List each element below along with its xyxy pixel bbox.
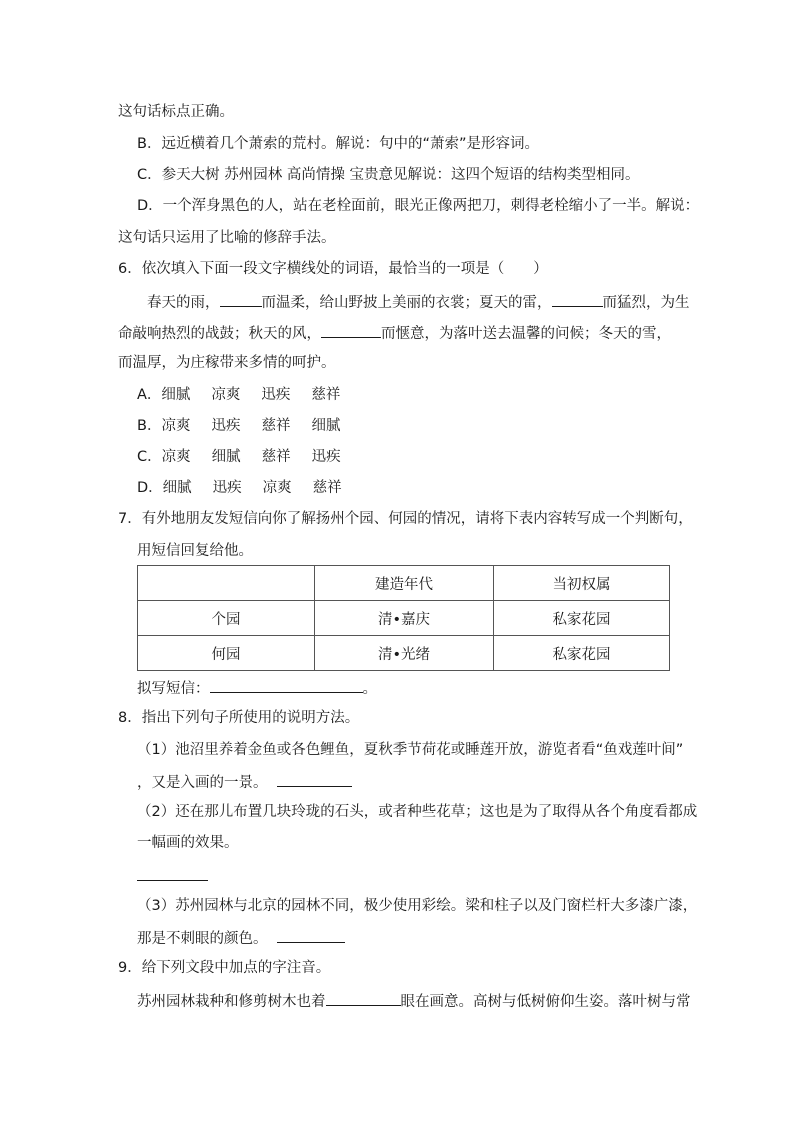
answer-blank[interactable] [277, 771, 352, 787]
question-6-option-b[interactable] [137, 416, 340, 436]
option-d-line: D．一个浑身黑色的人，站在老栓面前，眼光正像两把刀，刺得老栓缩小了一半。解说： [137, 198, 700, 214]
passage-text: 而温柔，给山野披上美丽的衣裳；夏天的雷， [261, 295, 552, 311]
option-word: 迅疾 [212, 480, 242, 496]
draft-label: 拟写短信： [137, 681, 210, 697]
table-row [138, 636, 670, 671]
question-6-stem: 6．依次填入下面一段文字横线处的词语，最恰当的一项是（ ） [118, 261, 548, 277]
text-line: 这句话标点正确。 [118, 104, 234, 120]
passage-text: 春天的雨， [147, 295, 220, 311]
question-6-passage-line-3: 而温厚，为庄稼带来多情的呵护。 [118, 355, 336, 371]
option-c-line: C．参天大树 苏州园林 高尚情操 宝贵意见解说：这四个短语的结构类型相同。 [137, 167, 640, 183]
option-word: 迅疾 [211, 418, 241, 434]
question-8-sentence-1: （1）池沼里养着金鱼或各色鲤鱼，夏秋季节荷花或睡莲开放，游览者看“鱼戏莲叶间” [137, 742, 684, 758]
option-label: A． [137, 387, 162, 403]
option-word: 迅疾 [311, 449, 341, 465]
answer-blank[interactable] [321, 322, 381, 338]
question-8-sentence-1-cont [137, 771, 352, 793]
passage-text: 命敲响热烈的战鼓；秋天的风， [118, 326, 321, 342]
question-7-stem-cont: 用短信回复给他。 [137, 543, 253, 559]
table-header-row [138, 566, 670, 601]
passage-text: 眼在画意。高树与低树俯仰生姿。落叶树与常 [400, 994, 691, 1010]
draft-end: 。 [362, 681, 377, 697]
passage-text: 而猛烈，为生 [602, 295, 690, 311]
answer-blank[interactable] [326, 990, 401, 1006]
table-cell: 私家花园 [494, 636, 670, 671]
answer-blank[interactable] [277, 927, 345, 943]
table-header-cell: 当初权属 [494, 566, 670, 601]
sentence-text: ，又是入画的一景。 [137, 775, 268, 791]
option-word: 慈祥 [261, 418, 291, 434]
passage-text: 苏州园林栽种和修剪树木也着 [137, 994, 326, 1010]
question-8-sentence-3: （3）苏州园林与北京的园林不同，极少使用彩绘。梁和柱子以及门窗栏杆大多漆广漆， [137, 898, 698, 914]
answer-blank[interactable] [220, 291, 262, 307]
question-8-stem: 8．指出下列句子所使用的说明方法。 [118, 710, 360, 726]
question-6-option-c[interactable] [137, 447, 341, 467]
option-word: 凉爽 [161, 418, 191, 434]
table-cell: 个园 [138, 601, 315, 636]
question-6-passage-line-1 [147, 291, 690, 313]
question-6-passage-line-2 [118, 322, 671, 344]
option-word: 凉爽 [211, 387, 241, 403]
option-word: 细腻 [162, 480, 192, 496]
question-7-stem: 7．有外地朋友发短信向你了解扬州个园、何园的情况，请将下表内容转写成一个判断句， [118, 511, 693, 527]
answer-blank[interactable] [137, 865, 208, 881]
option-word: 细腻 [161, 387, 191, 403]
option-label: B． [137, 418, 162, 434]
sentence-text: 那是不刺眼的颜色。 [137, 931, 268, 947]
option-word: 慈祥 [261, 449, 291, 465]
option-word: 细腻 [311, 418, 341, 434]
table-header-cell: 建造年代 [315, 566, 494, 601]
question-8-sentence-3-cont [137, 927, 345, 949]
answer-blank[interactable] [552, 291, 603, 307]
table-cell: 清•光绪 [315, 636, 494, 671]
question-9-stem: 9．给下列文段中加点的字注音。 [118, 960, 331, 976]
answer-blank[interactable] [210, 677, 363, 693]
table-cell: 何园 [138, 636, 315, 671]
option-word: 慈祥 [312, 480, 342, 496]
table-header-cell [138, 566, 315, 601]
question-6-option-d[interactable] [137, 478, 342, 498]
question-9-passage [137, 990, 691, 1012]
option-word: 凉爽 [161, 449, 191, 465]
option-b-line: B．远近横着几个萧索的荒村。解说：句中的“萧索”是形容词。 [137, 136, 539, 152]
option-label: C． [137, 449, 162, 465]
question-8-sentence-2-cont: 一幅画的效果。 [137, 835, 239, 851]
option-word: 凉爽 [262, 480, 292, 496]
passage-text: 而惬意，为落叶送去温馨的问候；冬天的雪， [381, 326, 671, 342]
option-label: D． [137, 480, 163, 496]
question-8-sentence-2-answer [137, 865, 208, 887]
option-word: 迅疾 [261, 387, 291, 403]
option-word: 慈祥 [311, 387, 341, 403]
table-cell: 私家花园 [494, 601, 670, 636]
garden-info-table [137, 565, 670, 671]
table-row [138, 601, 670, 636]
option-word: 细腻 [211, 449, 241, 465]
table-cell: 清•嘉庆 [315, 601, 494, 636]
text-line: 这句话只运用了比喻的修辞手法。 [118, 230, 336, 246]
question-6-option-a[interactable] [137, 385, 340, 405]
draft-message-line [137, 677, 377, 699]
question-8-sentence-2: （2）还在那儿布置几块玲珑的石头，或者种些花草；这也是为了取得从各个角度看都成 [137, 804, 698, 820]
